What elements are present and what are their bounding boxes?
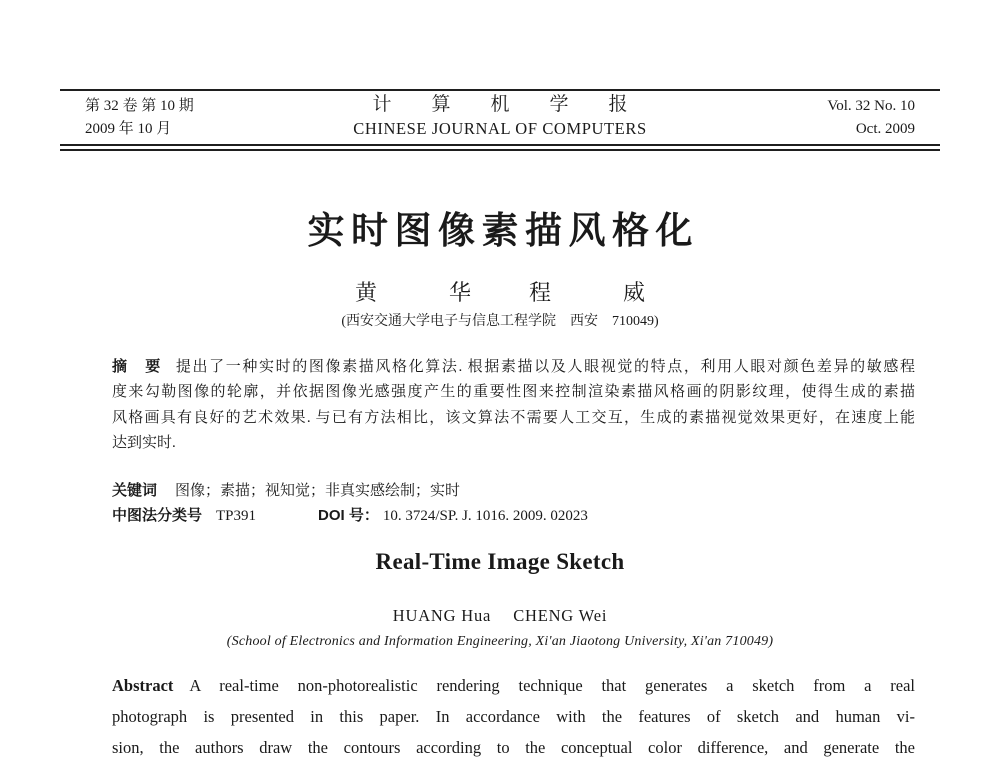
abstract-en: [112, 670, 915, 760]
issue-volume-number: 第 32 卷 第 10 期: [85, 98, 194, 114]
issue-date-cn: 2009 年 10 月: [85, 121, 172, 137]
abstract-en-text: A real-time non-photorealistic rendering technique that generates a sketch from a real: [189, 676, 915, 695]
authors-cn: [0, 276, 1000, 307]
article-title-cn: [0, 200, 1000, 254]
affiliation-cn: (西安交通大学电子与信息工程学院 西安 710049): [341, 314, 659, 329]
clc-value: TP391: [216, 508, 257, 524]
affiliation-en: (School of Electronics and Information Engineering, Xi'an Jiaotong University, Xi'an 710049): [226, 634, 774, 649]
journal-name-en: CHINESE JOURNAL OF COMPUTERS: [353, 119, 647, 138]
issue-date-en: Oct. 2009: [855, 121, 915, 137]
author-en-2: CHENG Wei: [513, 606, 608, 625]
header-top-rule: [60, 89, 940, 91]
keywords-label: 关键词: [112, 482, 158, 499]
volume-number-en: Vol. 32 No. 10: [827, 98, 915, 114]
abstract-cn-line: 度来勾勒图像的轮廓，并依据图像光感强度产生的重要性图来控制渲染素描风格画的阴影纹理，使得生成的素描: [112, 384, 915, 401]
article-title-en: Real-Time Image Sketch: [375, 549, 625, 574]
author-cn-1: 黄 华: [354, 280, 496, 305]
abstract-en-line: [112, 670, 915, 701]
abstract-cn-line: 达到实时.: [112, 435, 176, 452]
article-title-cn-text: 实时图像素描风格化: [307, 210, 699, 251]
abstract-cn-line: 风格画具有良好的艺术效果. 与已有方法相比，该文算法不需要人工交互，生成的素描视觉效果更好，在速度上能: [112, 409, 915, 426]
abstract-en-line: photograph is presented in this paper. In accordance with the features of sketch and human vi-: [112, 707, 915, 726]
journal-volume-info: [827, 95, 915, 141]
abstract-cn-label: 摘 要: [112, 358, 162, 375]
authors-en: [0, 606, 1000, 626]
classification-line: [112, 504, 915, 528]
author-en-1: HUANG Hua: [392, 606, 492, 625]
abstract-cn-line: [112, 354, 915, 380]
header-double-rule: [60, 144, 940, 151]
abstract-en-label: Abstract: [112, 676, 174, 695]
abstract-cn: [112, 354, 915, 457]
keywords-cn: [112, 479, 915, 503]
author-cn-2: 程 威: [529, 280, 671, 305]
abstract-en-line: sion, the authors draw the contours according to the conceptual color difference, and generate the: [112, 738, 915, 757]
doi-label: DOI 号：: [318, 507, 379, 524]
journal-name-cn-text: 计算机学报: [372, 94, 668, 115]
keywords-text: 图像；素描；视知觉；非真实感绘制；实时: [175, 483, 461, 499]
doi-value: 10. 3724/SP. J. 1016. 2009. 02023: [382, 508, 588, 524]
clc-label: 中图法分类号: [112, 507, 203, 524]
abstract-cn-text: 提出了一种实时的图像素描风格化算法. 根据素描以及人眼视觉的特点，利用人眼对颜色差异的敏感程: [175, 359, 915, 375]
